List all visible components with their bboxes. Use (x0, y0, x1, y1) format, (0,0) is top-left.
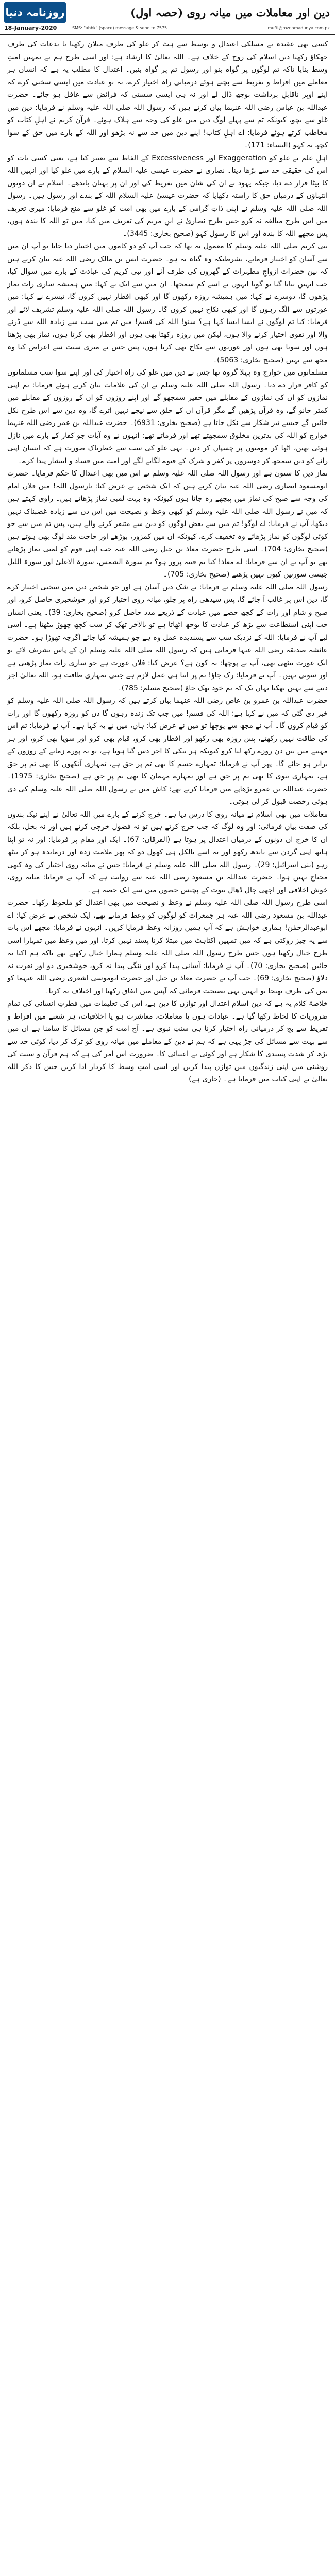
paragraph-8: معاملات میں بھی اسلام نے میانہ روی کا درس دیا ہے۔ خرچ کرنے کے بارے میں اللہ تعالیٰ نے اپنے نیک بندوں کی صفت بیان فرمائی: اور وہ لوگ کہ جب خرچ کرتے ہیں تو نہ فضول خرچی کرتے ہیں اور نہ بخل، بلکہ ان کا خرچ ان دونوں کے درمیان اعتدال پر ہوتا ہے (الفرقان: 67)۔ ایک اور مقام پر فرمایا: اور نہ تو اپنا ہاتھ اپنی گردن سے باندھ رکھو اور نہ اسے بالکل ہی کھول دو کہ پھر ملامت زدہ اور درماندہ ہو کر بیٹھ رہو (بنی اسرائیل: 29)۔ رسول اللہ صلی اللہ علیہ وسلم نے فرمایا: جس نے میانہ روی اختیار کی وہ کبھی محتاج نہیں ہوا۔ حضرت عبداللہ بن مسعود رضی اللہ عنہ سے روایت ہے کہ آپ نے فرمایا: میانہ روی، خوش اخلاقی اور اچھی چال ڈھال نبوت کے پچیس حصوں میں سے ایک حصہ ہے۔ (7, 810, 328, 894)
paragraph-2: اہلِ علم نے غلو کو Exaggeration اور Excessiveness کے الفاظ سے تعبیر کیا ہے، یعنی کسی بات کو اس کی حقیقی حد سے بڑھا دینا۔ نصاریٰ نے حضرت عیسیٰ علیہ السلام کے بارے میں غلو کیا اور انہیں اللہ کا بیٹا قرار دے دیا، جبکہ یہود نے ان کی شان میں تفریط کی اور ان پر بہتان باندھے۔ اسلام نے ان دونوں انتہاؤں کے درمیان حق کا راستہ دکھایا کہ حضرت عیسیٰ علیہ السلام اللہ کے بندے اور رسول ہیں۔ رسول اللہ صلی اللہ علیہ وسلم نے اپنی ذاتِ گرامی کے بارے میں بھی امت کو غلو سے منع فرمایا: میری تعریف میں اس طرح مبالغہ نہ کرو جس طرح نصاریٰ نے ابنِ مریم کی تعریف میں کیا، میں تو اللہ کا بندہ ہوں، پس مجھے اللہ کا بندہ اور اس کا رسول کہو (صحیح بخاری: 3445)۔ (7, 154, 328, 238)
paragraph-9: اسی طرح رسول اللہ صلی اللہ علیہ وسلم نے وعظ و نصیحت میں بھی اعتدال کو ملحوظ رکھا۔ حضرت عبداللہ بن مسعود رضی اللہ عنہ ہر جمعرات کو لوگوں کو وعظ فرماتے تھے، ایک شخص نے عرض کیا: اے ابوعبدالرحمٰن! ہماری خواہش ہے کہ آپ ہمیں روزانہ وعظ فرمایا کریں۔ انہوں نے فرمایا: مجھے اس بات سے یہ چیز روکتی ہے کہ میں تمہیں اکتاہٹ میں مبتلا کرنا پسند نہیں کرتا، اور میں وعظ میں تمہارا اسی طرح خیال رکھتا ہوں جس طرح رسول اللہ صلی اللہ علیہ وسلم ہمارا خیال رکھتے تھے تاکہ ہم اکتا نہ جائیں (صحیح بخاری: 70)۔ آپ نے فرمایا: آسانی پیدا کرو اور تنگی پیدا نہ کرو، خوشخبری دو اور نفرت نہ دلاؤ (صحیح بخاری: 69)۔ جب آپ نے حضرت معاذ بن جبل اور حضرت ابوموسیٰ اشعری رضی اللہ عنہما کو یمن کی طرف بھیجا تو انہیں یہی نصیحت فرمائی کہ آپس میں اتفاق رکھنا اور اختلاف نہ کرنا۔ (7, 899, 328, 995)
column-headline: دین اور معاملات میں میانہ روی (حصہ اول) (130, 6, 330, 19)
logo-text: روزنامہ دنیا (5, 6, 65, 19)
sms-instruction: SMS: "abbk" (space) message & send to 7575 (72, 26, 167, 30)
contact-email: mufti@roznamadunya.com.pk (267, 26, 330, 30)
paragraph-10: خلاصۂ کلام یہ ہے کہ دین اسلام اعتدال اور توازن کا دین ہے، اس کی تعلیمات میں فطرتِ انسانی کی تمام ضروریات کا لحاظ رکھا گیا ہے۔ عبادات ہوں یا معاملات، معاشرت ہو یا اخلاقیات، ہر شعبے میں افراط و تفریط سے بچ کر درمیانی راہ اختیار کرنا ہی سنتِ نبوی ہے۔ آج امت کو جن مسائل کا سامنا ہے ان میں سے بہت سے مسائل کی جڑ یہی ہے کہ ہم نے دین کے معاملے میں میانہ روی کو ترک کر دیا، کوئی حد سے بڑھ کر شدت پسندی کا شکار ہے اور کوئی بے اعتنائی کا۔ ضرورت اس امر کی ہے کہ ہم قرآن و سنت کی روشنی میں اپنی زندگیوں میں توازن پیدا کریں اور اسی امتِ وسط کا کردار ادا کریں جس کا ذکر اللہ تعالیٰ نے اپنی کتاب میں فرمایا ہے۔ (جاری ہے) (7, 999, 328, 1083)
newspaper-logo (4, 2, 66, 23)
paragraph-5: نماز دین کا ستون ہے اور رسول اللہ صلی اللہ علیہ وسلم نے اس میں بھی اعتدال کا حکم فرمایا۔ حضرت ابومسعود انصاری رضی اللہ عنہ بیان کرتے ہیں کہ ایک شخص نے عرض کیا: یارسول اللہ! میں فلاں امام کی وجہ سے صبح کی نماز میں پیچھے رہ جاتا ہوں کیونکہ وہ بہت لمبی نماز پڑھاتے ہیں۔ راوی کہتے ہیں کہ میں نے رسول اللہ صلی اللہ علیہ وسلم کو کبھی وعظ و نصیحت میں اس دن سے زیادہ غضبناک نہیں دیکھا، آپ نے فرمایا: اے لوگو! تم میں سے بعض لوگوں کو دین سے متنفر کرنے والے ہیں، پس تم میں سے جو کوئی لوگوں کو نماز پڑھائے وہ تخفیف کرے، کیونکہ ان میں کمزور، بوڑھے اور حاجت مند لوگ بھی ہوتے ہیں (صحیح بخاری: 704)۔ اسی طرح حضرت معاذ بن جبل رضی اللہ عنہ جب اپنی قوم کو لمبی نماز پڑھاتے تھے تو آپ نے ان سے فرمایا: اے معاذ! کیا تم فتنہ پرور ہو؟ تم سورۃ الشمس، سورۃ الاعلیٰ اور سورۃ اللیل جیسی سورتیں کیوں نہیں پڑھتے (صحیح بخاری: 705)۔ (7, 469, 328, 579)
paragraph-3: نبی کریم صلی اللہ علیہ وسلم کا معمول یہ تھا کہ جب آپ کو دو کاموں میں اختیار دیا جاتا تو آپ ان میں سے آسان کو اختیار فرماتے، بشرطیکہ وہ گناہ نہ ہو۔ حضرت انس بن مالک رضی اللہ عنہ بیان کرتے ہیں کہ تین حضرات ازواجِ مطہرات کے گھروں کی طرف آئے اور نبی کریم کی عبادت کے بارے میں سوال کیا، جب انہیں بتایا گیا تو گویا انہوں نے اسے کم سمجھا۔ ان میں سے ایک نے کہا: میں ہمیشہ ساری رات نماز پڑھوں گا، دوسرے نے کہا: میں ہمیشہ روزہ رکھوں گا اور کبھی افطار نہیں کروں گا، تیسرے نے کہا: میں عورتوں سے الگ رہوں گا اور کبھی نکاح نہیں کروں گا۔ رسول اللہ صلی اللہ علیہ وسلم تشریف لائے اور فرمایا: کیا تم لوگوں نے ایسا ایسا کہا ہے؟ سنو! اللہ کی قسم! میں تم میں سب سے زیادہ اللہ سے ڈرنے والا اور تقویٰ اختیار کرنے والا ہوں، لیکن میں روزہ رکھتا بھی ہوں اور افطار بھی کرتا ہوں، نماز بھی پڑھتا ہوں اور سوتا بھی ہوں اور عورتوں سے نکاح بھی کرتا ہوں، پس جس نے میری سنت سے اعراض کیا وہ مجھ سے نہیں (صحیح بخاری: 5063)۔ (7, 242, 328, 364)
paragraph-1: کسی بھی عقیدہ نے مسلکی اعتدال و توسط سے ہٹ کر غلو کی طرف میلان رکھنا یا بدعات کی طرف جھکاؤ رکھنا دین اسلام کی روح کے خلاف ہے۔ اللہ تعالیٰ کا ارشاد ہے: اور اسی طرح ہم نے تمہیں امتِ وسط بنایا تاکہ تم لوگوں پر گواہ بنو اور رسول تم پر گواہ بنیں۔ اعتدال کا مطلب یہ ہے کہ انسان ہر معاملے میں افراط و تفریط سے بچتے ہوئے درمیانی راہ اختیار کرے، نہ تو عبادت میں ایسی سختی کرے کہ اپنے اوپر ناقابلِ برداشت بوجھ ڈال لے اور نہ ہی ایسی سستی کہ فرائض سے غافل ہو جائے۔ حضرت عبداللہ بن عباس رضی اللہ عنہما بیان کرتے ہیں کہ رسول اللہ صلی اللہ علیہ وسلم نے فرمایا: دین میں غلو سے بچو، کیونکہ تم سے پہلے لوگ دین میں غلو کی وجہ سے ہلاک ہوئے۔ قرآن کریم نے اہلِ کتاب کو مخاطب کرتے ہوئے فرمایا: اے اہلِ کتاب! اپنے دین میں حد سے نہ بڑھو اور اللہ کے بارے میں حق کے سوا کچھ نہ کہو (النساء: 171)۔ (7, 40, 328, 149)
article-body (7, 38, 328, 2576)
paragraph-7: حضرت عبداللہ بن عمرو بن عاص رضی اللہ عنہما بیان کرتے ہیں کہ رسول اللہ صلی اللہ علیہ وسلم کو خبر دی گئی کہ میں نے کہا ہے: اللہ کی قسم! میں جب تک زندہ رہوں گا دن کو روزہ رکھوں گا اور رات کو قیام کروں گا۔ آپ نے مجھ سے پوچھا تو میں نے عرض کیا: ہاں، میں نے یہ کہا ہے۔ آپ نے فرمایا: تم اس کی طاقت نہیں رکھتے، پس روزہ بھی رکھو اور افطار بھی کرو، قیام بھی کرو اور سویا بھی کرو، اور ہر مہینے میں تین دن روزے رکھ لیا کرو کیونکہ ہر نیکی کا اجر دس گنا ہوتا ہے، تو یہ پورے زمانے کے روزوں کے برابر ہو جائے گا۔ پھر آپ نے فرمایا: تمہارے جسم کا بھی تم پر حق ہے، تمہاری آنکھوں کا بھی تم پر حق ہے، تمہاری بیوی کا بھی تم پر حق ہے اور تمہارے مہمان کا بھی تم پر حق ہے (صحیح بخاری: 1975)۔ حضرت عبداللہ بن عمرو بڑھاپے میں فرمایا کرتے تھے: کاش میں نے رسول اللہ صلی اللہ علیہ وسلم کی دی ہوئی رخصت قبول کر لی ہوتی۔ (7, 697, 328, 806)
masthead (0, 0, 335, 35)
paragraph-6: رسول اللہ صلی اللہ علیہ وسلم نے فرمایا: بے شک دین آسان ہے اور جو شخص دین میں سختی اختیار کرے گا، دین اس پر غالب آ جائے گا، پس سیدھی راہ پر چلو، میانہ روی اختیار کرو اور خوشخبری حاصل کرو، اور صبح و شام اور رات کے کچھ حصے میں عبادت کے ذریعے مدد حاصل کرو (صحیح بخاری: 39)۔ یعنی انسان جب اپنی استطاعت سے بڑھ کر عبادت کا بوجھ اٹھاتا ہے تو بالآخر تھک کر سب کچھ چھوڑ بیٹھتا ہے۔ اسی لیے آپ نے فرمایا: اللہ کے نزدیک سب سے پسندیدہ عمل وہ ہے جو ہمیشہ کیا جائے اگرچہ تھوڑا ہو۔ حضرت عائشہ صدیقہ رضی اللہ عنہا فرماتی ہیں کہ رسول اللہ صلی اللہ علیہ وسلم ان کے پاس تشریف لائے تو ایک عورت بیٹھی تھی، آپ نے پوچھا: یہ کون ہے؟ عرض کیا: فلاں عورت ہے جو ساری رات نماز پڑھتی ہے اور سوتی نہیں۔ آپ نے فرمایا: رک جاؤ! تم پر اتنا ہی عمل لازم ہے جتنی تمہاری طاقت ہو، اللہ تعالیٰ اجر دینے سے نہیں تھکتا یہاں تک کہ تم خود تھک جاؤ (صحیح مسلم: 785)۔ (7, 583, 328, 692)
publish-date: 18-January-2020 (4, 25, 57, 31)
paragraph-4: مسلمانوں میں خوارج وہ پہلا گروہ تھا جس نے دین میں غلو کی راہ اختیار کی اور اپنے سوا سب مسلمانوں کو کافر قرار دے دیا۔ رسول اللہ صلی اللہ علیہ وسلم نے ان کی علامات بیان کرتے ہوئے فرمایا: تم اپنی نمازوں کو ان کی نمازوں کے مقابلے میں حقیر سمجھو گے اور اپنے روزوں کو ان کے روزوں کے مقابلے میں کمتر جانو گے، وہ قرآن پڑھیں گے مگر قرآن ان کے حلق سے نیچے نہیں اترے گا، وہ دین سے اس طرح نکل جائیں گے جیسے تیر شکار سے نکل جاتا ہے (صحیح بخاری: 6931)۔ حضرت عبداللہ بن عمر رضی اللہ عنہما خوارج کو اللہ کی بدترین مخلوق سمجھتے تھے اور فرماتے تھے: انہوں نے وہ آیات جو کفار کے بارے میں نازل ہوئی تھیں، اٹھا کر مومنوں پر چسپاں کر دیں۔ یہی غلو کی سب سے خطرناک صورت ہے کہ انسان اپنی رائے کو دین سمجھ کر دوسروں پر کفر و شرک کے فتوے لگانے لگے اور امت میں فساد و انتشار پیدا کرے۔ (7, 368, 328, 465)
